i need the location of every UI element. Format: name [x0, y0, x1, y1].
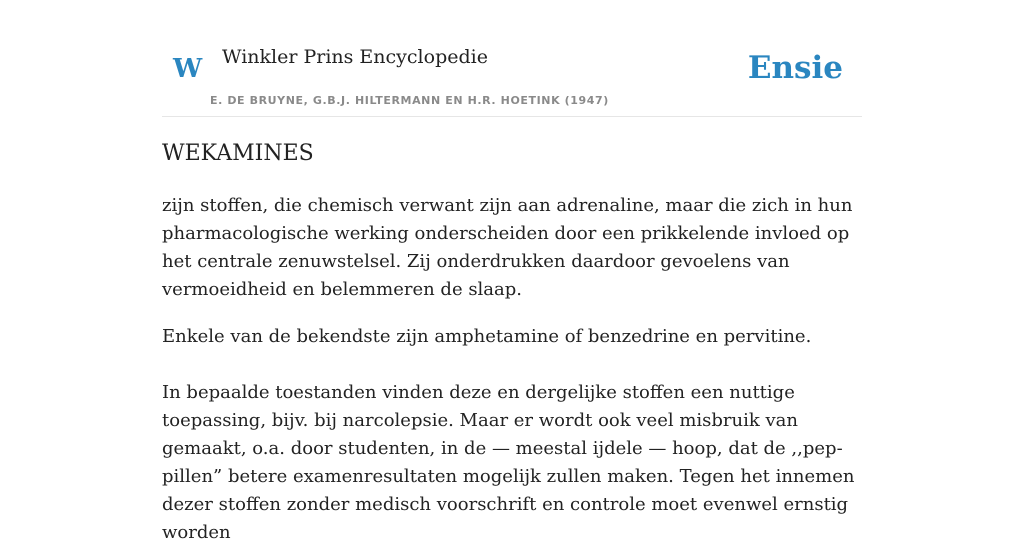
source-title[interactable]: Winkler Prins Encyclopedie [222, 46, 488, 68]
ensie-logo[interactable]: Ensie [747, 50, 843, 86]
entry-body [162, 192, 862, 547]
source-header [162, 0, 862, 117]
entry-paragraph: zijn stoffen, die chemisch verwant zijn aan adrenaline, maar die zich in hun pharmacologische werking onderscheiden door een prikkelende invloed op het centrale zenuwstelsel. Zij onderdrukken daardoor gevoelens van vermoeidheid en belemmeren de slaap. [162, 195, 853, 300]
entry-paragraph: In bepaalde toestanden vinden deze en dergelijke stoffen een nuttige toepassing, bijv. bij narcolepsie. Maar er wordt ook veel misbruik van gemaakt, o.a. door studenten, in de — meestal ijdele — hoop, dat de ,,pep-pillen” betere examenresultaten mogelijk zullen maken. Tegen het innemen dezer stoffen zonder medisch voorschrift en controle moet evenwel ernstig worden [162, 382, 855, 543]
source-authors: E. DE BRUYNE, G.B.J. HILTERMANN EN H.R. HOETINK (1947) [210, 94, 609, 107]
entry-paragraph: Enkele van de bekendste zijn amphetamine of benzedrine en pervitine. [162, 326, 812, 347]
entry-headword: WEKAMINES [162, 141, 314, 166]
winkler-prins-logo[interactable]: W [173, 54, 203, 84]
